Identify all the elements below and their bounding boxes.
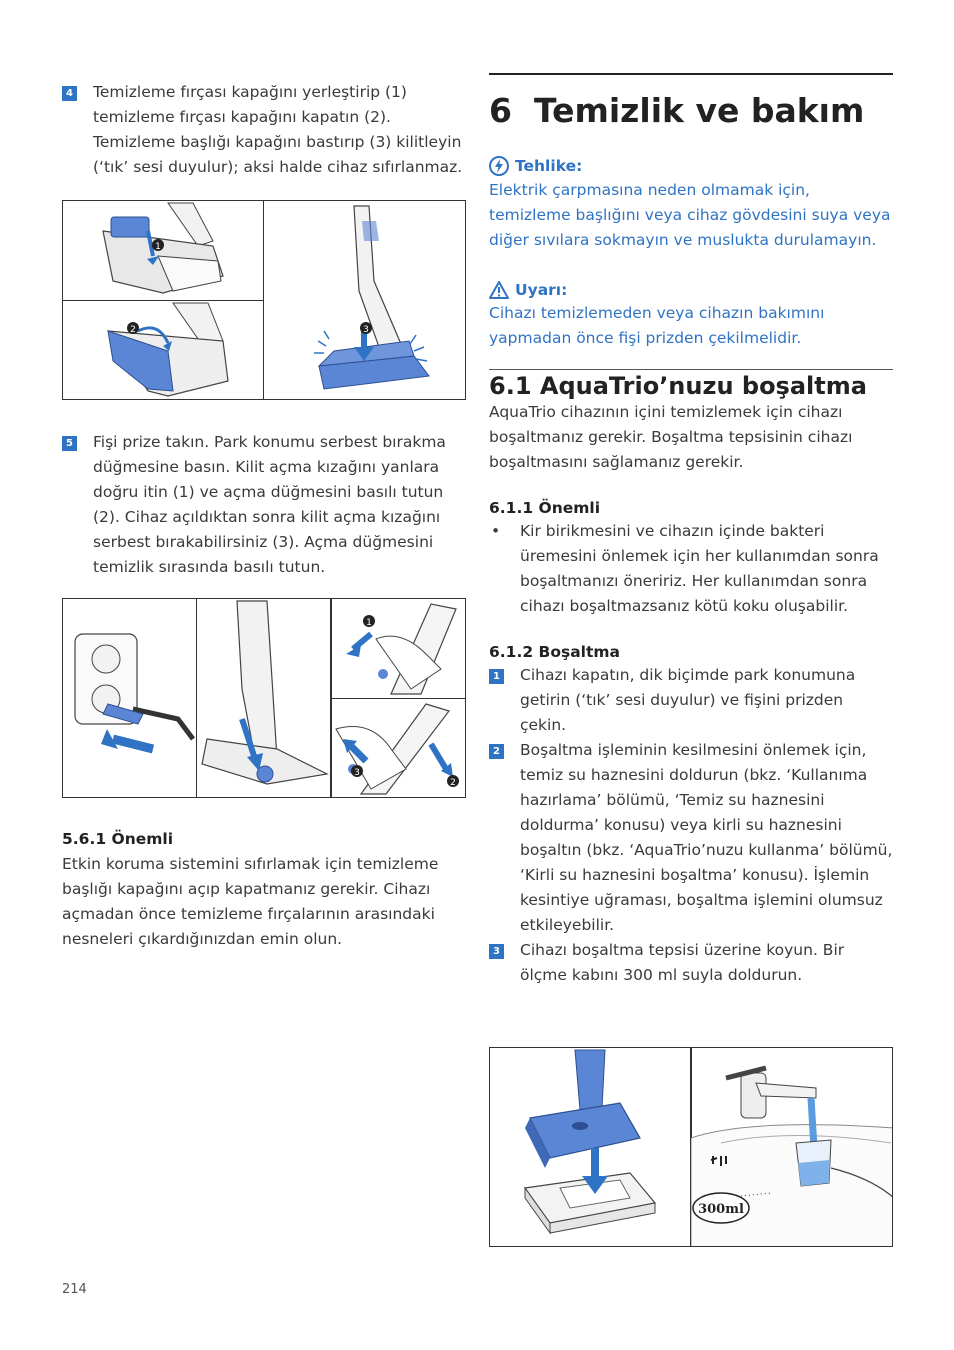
danger-notice (489, 156, 893, 253)
step-5 (62, 430, 466, 580)
section-5-6-1 (62, 830, 466, 952)
section-heading: 6.1 AquaTrio’nuzu boşaltma (489, 369, 893, 400)
step-number-badge: 1 (489, 669, 504, 684)
figure-panel (690, 1047, 893, 1247)
callout-number: 2 (450, 778, 456, 788)
unlock-slide-illustration (331, 599, 466, 698)
figure-cleaning-head-cover (62, 200, 466, 400)
callout-number: 1 (155, 242, 161, 252)
brush-cover-illustration (63, 201, 263, 300)
step-number-badge: 4 (62, 86, 77, 101)
callout-number: 3 (363, 325, 369, 335)
callout-number: 2 (130, 325, 136, 335)
park-release-illustration (197, 599, 331, 798)
step-number-badge: 2 (489, 744, 504, 759)
warning-text: Cihazı temizlemeden veya cihazın bakımını yapmadan önce fişi prizden çekilmelidir. (489, 304, 825, 347)
step-1 (489, 663, 893, 738)
danger-text: Elektrik çarpmasına neden olmamak için, temizleme başlığını veya cihaz gövdesini suya veya diğer sıvılara sokmayın ve muslukta durulamayın. (489, 181, 891, 249)
callout-number: 1 (366, 618, 372, 628)
faucet-measuring-cup-illustration (691, 1048, 893, 1247)
steps-list (489, 663, 893, 988)
figure-panel (62, 300, 264, 400)
figure-panel (62, 200, 264, 301)
figure-panel (330, 598, 466, 699)
left-column (62, 80, 466, 948)
section-body: Etkin koruma sistemini sıfırlamak için temizleme başlığı kapağını açıp kapatmanız gerekir. Cihazı açmadan önce temizleme fırçalarının arasındaki nesneleri çıkardığınızdan emin olun. (62, 855, 439, 948)
lightning-icon (489, 156, 509, 176)
step-number-badge: 5 (62, 436, 77, 451)
danger-title: Tehlike: (515, 157, 583, 175)
page-number: 214 (62, 1282, 87, 1297)
step-text: Boşaltma işleminin kesilmesini önlemek için, temiz su haznesini doldurun (bkz. ‘Kullanıma hazırlama’ bölümü, ‘Temiz su haznesini doldurma’ konusu) veya kirli su haznesini boşaltın (bkz. ‘AquaTrio’nuzu kullanma’ bölümü, ‘Kirli su haznesini boşaltma’ konusu). İşlemin kesintiye uğraması, boşaltma işlemini olumsuz etkileyebilir. (520, 741, 893, 934)
figure-unlock-device (62, 598, 466, 798)
wall-socket-illustration (63, 599, 196, 798)
brush-cover-close-illustration (63, 301, 263, 400)
figure-panel (62, 598, 197, 798)
step-text: Fişi prize takın. Park konumu serbest bırakma düğmesine basın. Kilit açma kızağını yanlara doğru itin (1) ve açma düğmesini basılı tutun (2). Cihaz açıldıktan sonra kilit açma kızağını serbest bırakabilirsiniz (3). Açma düğmesini temizlik sırasında basılı tutun. (93, 433, 446, 576)
figure-panel (330, 698, 466, 798)
warning-notice (489, 281, 893, 351)
callout-number: 3 (354, 768, 360, 778)
section-intro: AquaTrio cihazının içini temizlemek için cihazı boşaltmanız gerekir. Boşaltma tepsisinin cihazı boşaltmasını sağlamanız gerekir. (489, 403, 853, 471)
step-number-badge: 3 (489, 944, 504, 959)
cup-volume-label: 300ml (698, 1202, 744, 1217)
figure-panel (263, 200, 466, 400)
figure-drain-tray (489, 1047, 893, 1247)
device-on-tray-illustration (490, 1048, 691, 1247)
figure-panel (489, 1047, 692, 1247)
release-button-illustration (331, 699, 466, 798)
figure-panel (196, 598, 332, 798)
press-head-cover-illustration (264, 201, 466, 400)
step-text: Cihazı boşaltma tepsisi üzerine koyun. Bir ölçme kabını 300 ml suyla doldurun. (520, 941, 845, 984)
step-text: Cihazı kapatın, dik biçimde park konumuna getirin (‘tık’ sesi duyulur) ve fişini prizden çekin. (520, 666, 856, 734)
step-4 (62, 80, 466, 180)
chapter-title: Temizlik ve bakım (533, 91, 865, 130)
subsection-heading: 6.1.2 Boşaltma (489, 643, 621, 661)
warning-triangle-icon (489, 281, 509, 299)
right-column (489, 73, 893, 1217)
step-text: Temizleme fırçası kapağını yerleştirip (1) temizleme fırçası kapağını kapatın (2). Temizleme başlığı kapağını bastırıp (3) kilitleyin (‘tık’ sesi duyulur); aksi halde cihaz sıfırlanmaz. (93, 83, 463, 176)
list-item: • Kir birikmesini ve cihazın içinde bakteri üremesini önlemek için her kullanımdan sonra boşaltmanızı öneririz. Her kullanımdan sonra cihazı boşaltmazsanız kötü koku oluşabilir. (489, 519, 893, 619)
subsection-heading: 6.1.1 Önemli (489, 499, 601, 517)
chapter-heading (489, 73, 893, 130)
step-2 (489, 738, 893, 938)
step-3 (489, 938, 893, 988)
section-heading: 5.6.1 Önemli (62, 830, 174, 848)
chapter-number: 6 (489, 91, 512, 130)
warning-title: Uyarı: (515, 281, 568, 299)
